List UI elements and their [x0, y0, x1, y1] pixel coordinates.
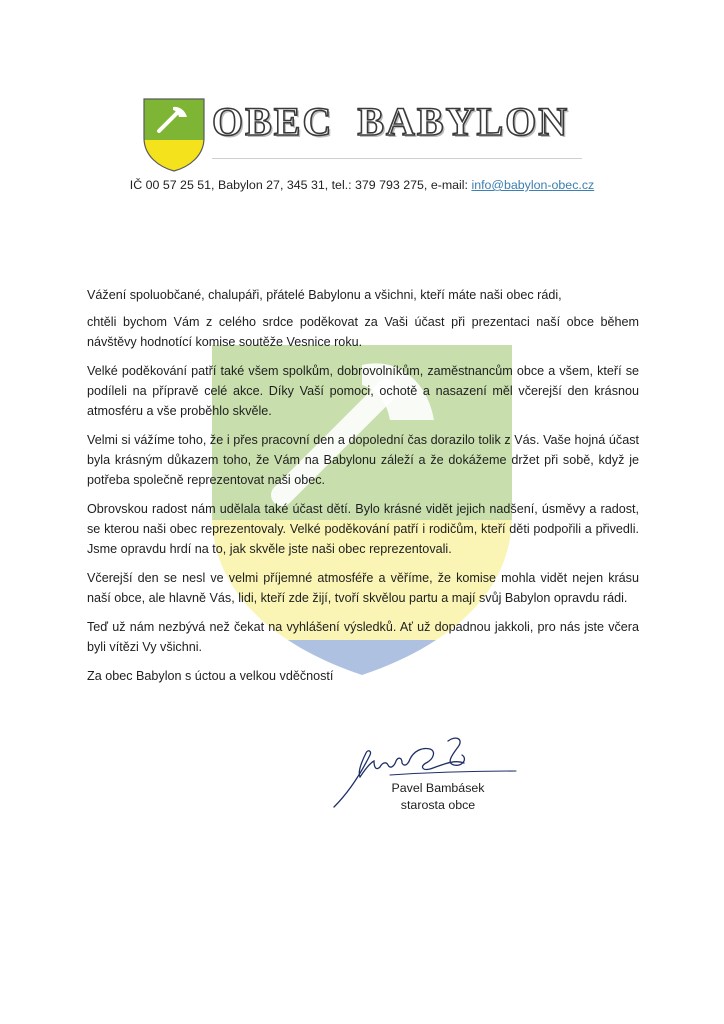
municipality-title: OBEC BABYLON [212, 99, 570, 144]
letter-paragraph: Včerejší den se nesl ve velmi příjemné atmosféře a věříme, že komise mohla vidět nejen krásu naší obce, ale hlavně Vás, lidi, kteří zde žijí, tvoří skvělou partu a mají svůj Babylon opravdu rádi. [87, 571, 639, 605]
letter-salutation: Vážení spoluobčané, chalupáři, přátelé Babylonu a všichni, kteří máte naši obec rádi, [87, 288, 562, 302]
signatory-role: starosta obce [400, 798, 476, 812]
signatory-name: Pavel Bambásek [391, 781, 485, 795]
contact-details: IČ 00 57 25 51, Babylon 27, 345 31, tel.: 379 793 275, e-mail: [129, 178, 472, 192]
coat-of-arms-logo [143, 98, 205, 172]
contact-line [0, 178, 724, 192]
letter-paragraph: Velké poděkování patří také všem spolkům, dobrovolníkům, zaměstnancům obce a všem, kteří se podíleli na přípravě celé akce. Díky Vaší pomoci, ochotě a nasazení měl včerejší den krásnou atmosféru a vše proběhlo skvěle. [87, 364, 639, 418]
header-divider [212, 158, 582, 159]
letter-paragraph: Velmi si vážíme toho, že i přes pracovní den a dopolední čas dorazilo tolik z Vás. Vaše hojná účast byla krásným důkazem toho, že Vám na Babylonu záleží a že dokážeme držet při sobě, když je potřeba společně reprezentovat naši obec. [87, 433, 639, 487]
letter-body [87, 285, 639, 695]
letter-paragraph: Obrovskou radost nám udělala také účast dětí. Bylo krásné vidět jejich nadšení, úsměvy a radost, se kterou naši obec reprezentovaly. Velké poděkování patří i rodičům, kteří děti podpořili a přivedli. Jsme opravdu hrdí na to, jak skvěle jste naši obec reprezentovali. [87, 502, 639, 556]
signatory-block [378, 780, 498, 814]
letter-paragraph: Teď už nám nezbývá než čekat na vyhlášení výsledků. Ať už dopadnou jakkoli, pro nás jste včera byli vítězi Vy všichni. [87, 620, 639, 654]
letter-paragraph: chtěli bychom Vám z celého srdce poděkovat za Vaši účast při prezentaci naší obce během návštěvy hodnotící komise soutěže Vesnice roku. [87, 315, 639, 349]
email-link[interactable]: info@babylon-obec.cz [471, 178, 595, 192]
letter-closing: Za obec Babylon s úctou a velkou vděčností [87, 669, 334, 683]
